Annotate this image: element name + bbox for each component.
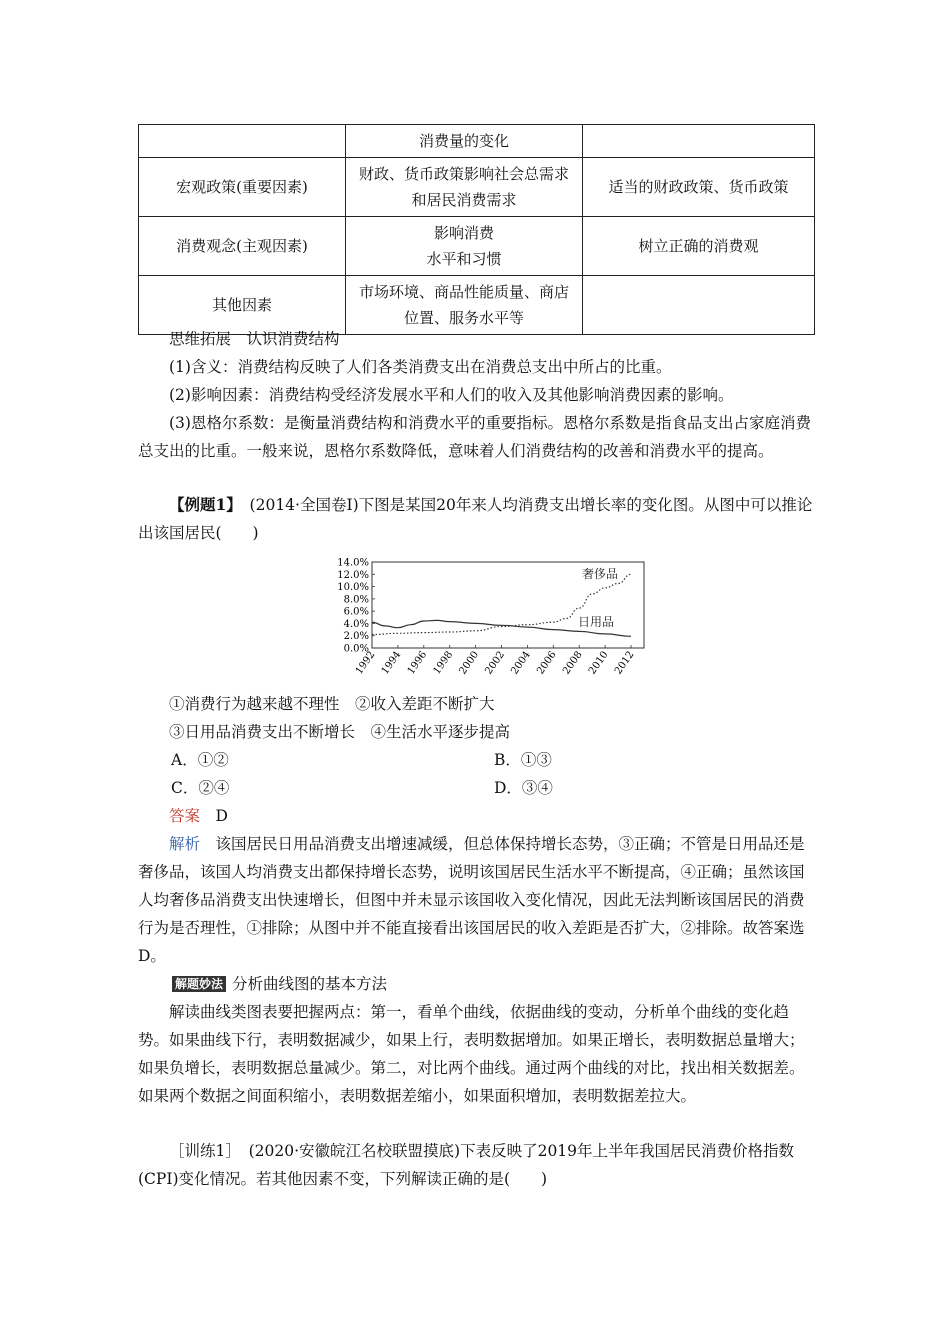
x-tick-label: 2012: [612, 649, 637, 677]
training-question: ［训练1］ (2020·安徽皖江名校联盟摸底)下表反映了2019年上半年我国居民消费价格指数(CPI)变化情况。若其他因素不变，下列解读正确的是( ): [138, 1142, 795, 1188]
consumption-growth-chart: [320, 552, 650, 680]
statement-line-2: ③日用品消费支出不断增长 ④生活水平逐步提高: [169, 723, 511, 741]
example-stem-text: (2014·全国卷Ⅰ)下图是某国20年来人均消费支出增长率的变化图。从图中可以推论出该国居民( ): [138, 496, 813, 542]
y-tick-label: 4.0%: [343, 618, 369, 630]
cell-line: 水平和习惯: [426, 250, 502, 268]
answer-label: 答案: [169, 807, 201, 825]
answer-value: D: [215, 807, 228, 825]
x-tick-label: 1992: [353, 649, 378, 677]
table-cell: [583, 125, 815, 158]
y-tick-label: 0.0%: [343, 643, 369, 655]
option-c: C．②④: [171, 779, 230, 797]
table-cell: [139, 125, 346, 158]
analysis-label: 解析: [169, 835, 201, 853]
consumption-factors-table: [138, 124, 815, 335]
table-cell: 树立正确的消费观: [583, 217, 815, 276]
y-tick-label: 10.0%: [337, 582, 369, 594]
x-tick-label: 2006: [535, 649, 559, 677]
table-cell: 适当的财政政策、货币政策: [583, 158, 815, 217]
table-row: [139, 158, 815, 217]
method-title: 分析曲线图的基本方法: [232, 975, 388, 993]
y-tick-label: 12.0%: [337, 569, 369, 581]
option-a: A．①②: [171, 751, 229, 769]
statement-line-1: ①消费行为越来越不理性 ②收入差距不断扩大: [169, 695, 495, 713]
table-cell: 消费量的变化: [346, 125, 583, 158]
x-tick-label: 2002: [483, 649, 507, 677]
x-tick-label: 2000: [457, 649, 482, 677]
x-tick-label: 2004: [509, 649, 533, 677]
extension-point-1: (1)含义：消费结构反映了人们各类消费支出在消费总支出中所占的比重。: [169, 358, 672, 376]
extension-point-2: (2)影响因素：消费结构受经济发展水平和人们的收入及其他影响消费因素的影响。: [169, 386, 734, 404]
method-text: 解读曲线类图表要把握两点：第一，看单个曲线，依据曲线的变动，分析单个曲线的变化趋势。如果曲线下行，表明数据减少，如果上行，表明数据增加。如果正增长，表明数据总量增大；如果负增长，表明数据总量减少。第二，对比两个曲线。通过两个曲线的对比，找出相关数据差。如果两个数据之间面积缩小，表明数据差缩小，如果面积增加，表明数据差拉大。: [138, 1003, 805, 1105]
extension-title: 思维拓展 认识消费结构: [169, 330, 340, 348]
x-tick-label: 1994: [379, 649, 404, 677]
table-cell: 其他因素: [139, 276, 346, 335]
y-tick-label: 8.0%: [343, 594, 369, 606]
y-tick-label: 2.0%: [343, 631, 369, 643]
cell-line: 影响消费: [433, 224, 494, 242]
table-cell: 消费观念(主观因素): [139, 217, 346, 276]
x-tick-label: 2010: [586, 649, 611, 677]
series-label-luxury: 奢侈品: [582, 567, 619, 581]
analysis-text: 该国居民日用品消费支出增速减缓，但总体保持增长态势，③正确；不管是日用品还是奢侈品，该国人均消费支出都保持增长态势，说明该国居民生活水平不断提高，④正确；虽然该国人均奢侈品消费支出快速增长，但图中并未显示该国收入变化情况，因此无法判断该国居民的消费行为是否理性，①排除；从图中并不能直接看出该国居民的收入差距是否扩大，②排除。故答案选D。: [138, 835, 805, 965]
table-cell: [346, 217, 583, 276]
extension-point-3: (3)恩格尔系数：是衡量消费结构和消费水平的重要指标。恩格尔系数是指食品支出占家庭消费总支出的比重。一般来说，恩格尔系数降低，意味着人们消费结构的改善和消费水平的提高。: [138, 414, 811, 460]
analysis-paragraph: [138, 830, 815, 970]
y-tick-label: 6.0%: [343, 606, 369, 618]
table-row: [139, 217, 815, 276]
answer-line: [138, 802, 815, 830]
x-tick-label: 1996: [405, 649, 430, 677]
example-label: 【例题1】: [169, 495, 235, 514]
method-tag: 解题妙法: [172, 976, 226, 992]
table-row: [139, 125, 815, 158]
example-stem: [138, 491, 815, 547]
option-d: D．③④: [494, 779, 553, 797]
option-b: B．①③: [494, 751, 552, 769]
table-cell: 市场环境、商品性能质量、商店位置、服务水平等: [346, 276, 583, 335]
x-tick-label: 2008: [561, 649, 585, 677]
series-label-daily: 日用品: [578, 615, 615, 629]
table-cell: 财政、货币政策影响社会总需求和居民消费需求: [346, 158, 583, 217]
method-heading: [138, 970, 815, 998]
x-tick-label: 1998: [431, 649, 456, 677]
table-cell: 宏观政策(重要因素): [139, 158, 346, 217]
y-tick-label: 14.0%: [337, 557, 369, 569]
